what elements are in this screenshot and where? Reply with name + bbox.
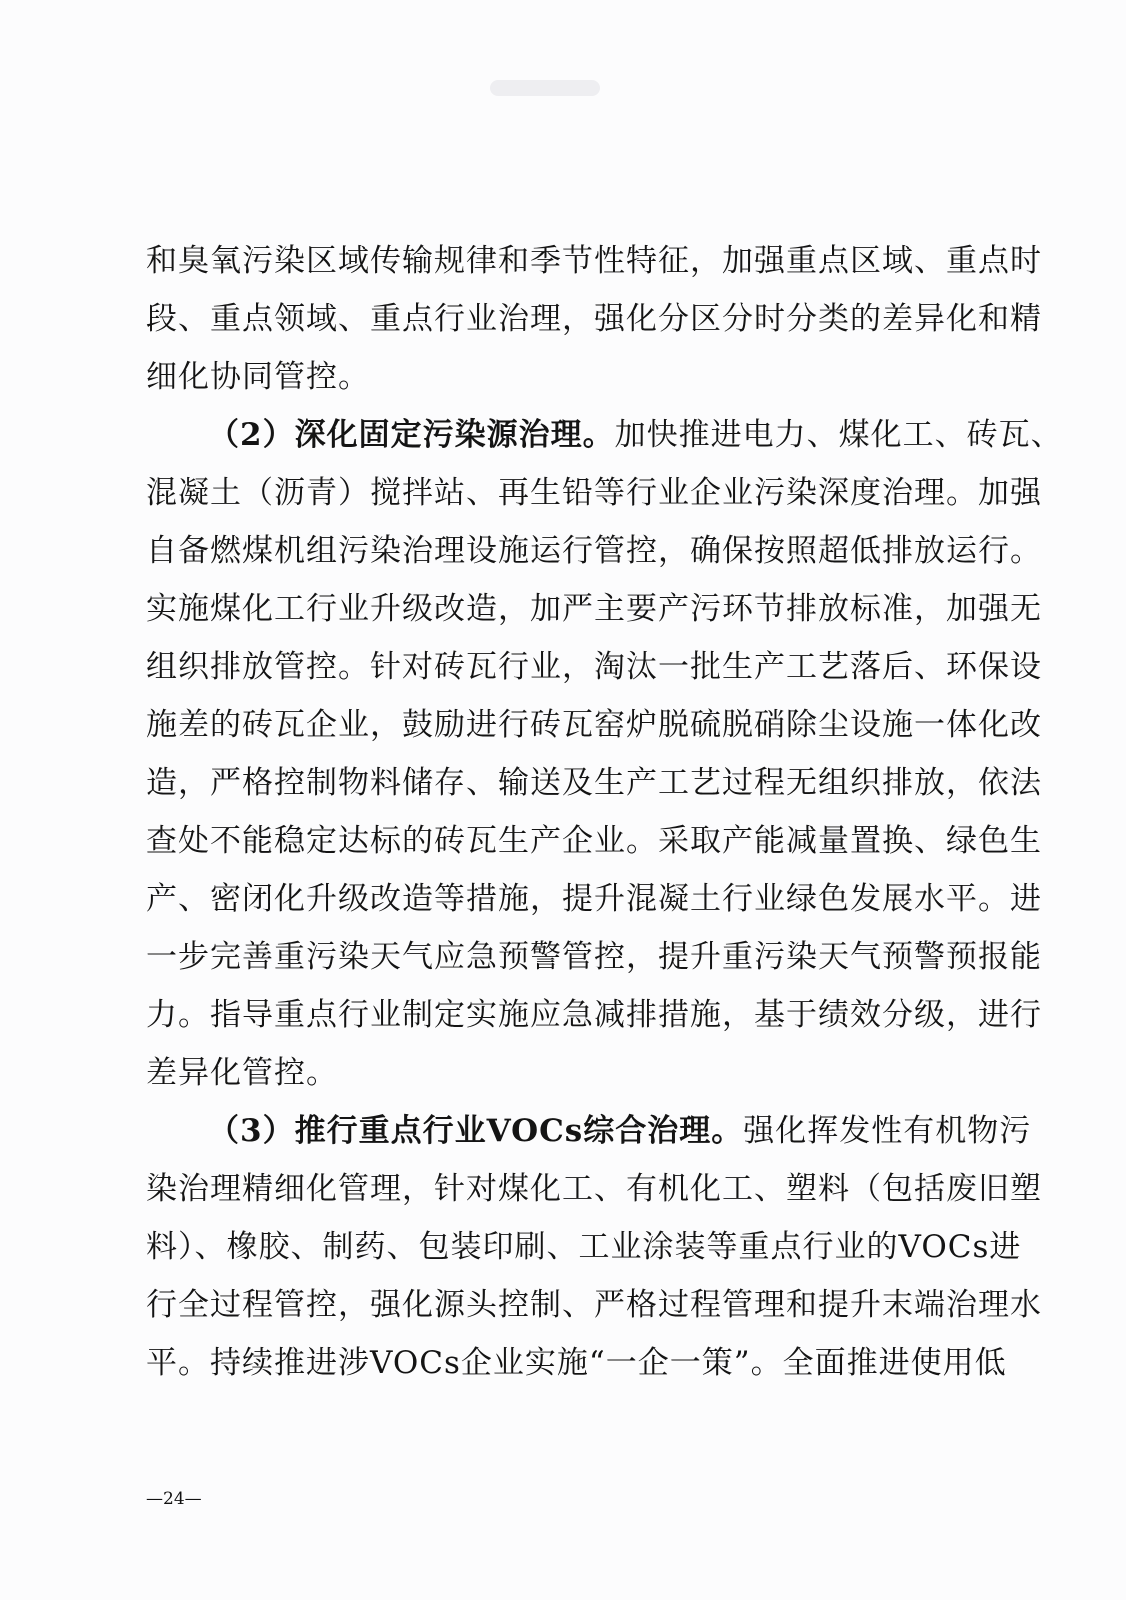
text-line: 细化协同管控。 — [146, 359, 370, 395]
text-line: 平。持续推进涉VOCs企业实施“一企一策”。全面推进使用低 — [146, 1345, 1007, 1381]
text-line: 产、密闭化升级改造等措施，提升混凝土行业绿色发展水平。进 — [146, 881, 1042, 917]
text-line: 和臭氧污染区域传输规律和季节性特征，加强重点区域、重点时 — [146, 243, 1042, 279]
section-heading: （3）推行重点行业VOCs综合治理。 — [208, 1113, 744, 1149]
text-line: 自备燃煤机组污染治理设施运行管控，确保按照超低排放运行。 — [146, 533, 1042, 569]
paragraph-1 — [146, 232, 1042, 406]
text-line: 查处不能稳定达标的砖瓦生产企业。采取产能减量置换、绿色生 — [146, 823, 1042, 859]
text-line: 造，严格控制物料储存、输送及生产工艺过程无组织排放，依法 — [146, 765, 1042, 801]
paragraph-3 — [146, 1102, 1042, 1392]
text-line: 行全过程管控，强化源头控制、严格过程管理和提升末端治理水 — [146, 1287, 1042, 1323]
paragraph-first-line — [146, 1102, 1032, 1160]
text-line: 力。指导重点行业制定实施应急减排措施，基于绩效分级，进行 — [146, 997, 1042, 1033]
text-line: 实施煤化工行业升级改造，加严主要产污环节排放标准，加强无 — [146, 591, 1042, 627]
text-segment: 强化挥发性有机物污 — [743, 1113, 1032, 1149]
body-text — [146, 232, 1063, 1392]
text-segment: 加快推进电力、煤化工、砖瓦、 — [614, 417, 1063, 453]
text-line: 染治理精细化管理，针对煤化工、有机化工、塑料（包括废旧塑 — [146, 1171, 1042, 1207]
faint-header-mark — [490, 80, 600, 96]
page-number: —24— — [146, 1489, 202, 1509]
text-line: 差异化管控。 — [146, 1055, 338, 1091]
text-line: 料）、橡胶、制药、包装印刷、工业涂装等重点行业的VOCs进 — [146, 1229, 1022, 1265]
paragraph-first-line — [146, 406, 1063, 464]
section-heading: （2）深化固定污染源治理。 — [208, 417, 615, 453]
text-line: 施差的砖瓦企业，鼓励进行砖瓦窑炉脱硫脱硝除尘设施一体化改 — [146, 707, 1042, 743]
text-line: 段、重点领域、重点行业治理，强化分区分时分类的差异化和精 — [146, 301, 1042, 337]
paragraph-2 — [146, 406, 1063, 1102]
text-line: 混凝土（沥青）搅拌站、再生铅等行业企业污染深度治理。加强 — [146, 475, 1042, 511]
text-line: 一步完善重污染天气应急预警管控，提升重污染天气预警预报能 — [146, 939, 1042, 975]
text-line: 组织排放管控。针对砖瓦行业，淘汰一批生产工艺落后、环保设 — [146, 649, 1042, 685]
